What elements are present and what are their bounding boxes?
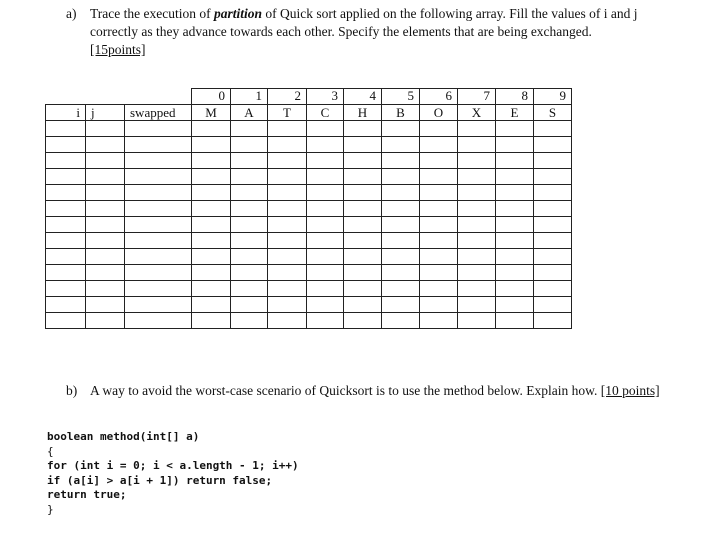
empty-cell xyxy=(86,152,125,168)
empty-cell xyxy=(496,216,534,232)
empty-cell xyxy=(458,216,496,232)
empty-cell xyxy=(125,312,192,328)
empty-cell xyxy=(192,152,231,168)
empty-cell xyxy=(420,280,458,296)
empty-cell xyxy=(192,232,231,248)
empty-cell xyxy=(496,200,534,216)
empty-cell xyxy=(307,232,344,248)
index-cell: 3 xyxy=(307,89,344,105)
empty-cell xyxy=(268,296,307,312)
code-line: return true; xyxy=(47,488,127,502)
empty-cell xyxy=(534,280,572,296)
empty-cell xyxy=(268,312,307,328)
empty-cell xyxy=(192,264,231,280)
empty-cell xyxy=(307,120,344,136)
empty-cell xyxy=(496,264,534,280)
code-line: boolean method(int[] a) xyxy=(47,430,200,443)
empty-trace-row xyxy=(46,296,572,312)
empty-cell xyxy=(125,136,192,152)
empty-cell xyxy=(125,120,192,136)
empty-cell xyxy=(268,136,307,152)
empty-cell xyxy=(382,264,420,280)
empty-trace-row xyxy=(46,248,572,264)
empty-cell xyxy=(192,168,231,184)
empty-trace-row xyxy=(46,312,572,328)
empty-cell xyxy=(86,280,125,296)
header-j: j xyxy=(86,104,125,120)
empty-cell xyxy=(46,216,86,232)
empty-cell xyxy=(231,232,268,248)
empty-cell xyxy=(496,296,534,312)
empty-cell xyxy=(420,184,458,200)
index-cell: 6 xyxy=(420,89,458,105)
index-cell: 7 xyxy=(458,89,496,105)
empty-cell xyxy=(86,264,125,280)
empty-cell xyxy=(382,152,420,168)
empty-cell xyxy=(534,312,572,328)
empty-cell xyxy=(86,168,125,184)
empty-cell xyxy=(534,296,572,312)
empty-cell xyxy=(458,232,496,248)
empty-cell xyxy=(86,136,125,152)
empty-cell xyxy=(268,184,307,200)
empty-trace-row xyxy=(46,120,572,136)
empty-trace-row xyxy=(46,280,572,296)
index-cell: 9 xyxy=(534,89,572,105)
empty-cell xyxy=(496,120,534,136)
empty-cell xyxy=(307,136,344,152)
empty-cell xyxy=(86,200,125,216)
question-a-label: a) xyxy=(66,6,77,21)
index-cell: 0 xyxy=(192,89,231,105)
value-cell: T xyxy=(268,104,307,120)
index-cell: 8 xyxy=(496,89,534,105)
empty-cell xyxy=(382,296,420,312)
empty-cell xyxy=(496,232,534,248)
empty-cell xyxy=(125,216,192,232)
value-cell: X xyxy=(458,104,496,120)
empty-cell xyxy=(46,120,86,136)
empty-cell xyxy=(46,264,86,280)
header-i: i xyxy=(46,104,86,120)
empty-cell xyxy=(344,184,382,200)
empty-cell xyxy=(496,168,534,184)
empty-cell xyxy=(125,200,192,216)
empty-cell xyxy=(344,296,382,312)
empty-trace-row xyxy=(46,264,572,280)
empty-cell xyxy=(344,232,382,248)
empty-cell xyxy=(231,184,268,200)
empty-cell xyxy=(420,168,458,184)
empty-cell xyxy=(458,168,496,184)
empty-trace-row xyxy=(46,200,572,216)
empty-cell xyxy=(268,152,307,168)
partition-emphasis: partition xyxy=(213,6,262,21)
empty-cell xyxy=(382,248,420,264)
empty-cell xyxy=(307,184,344,200)
empty-cell xyxy=(125,296,192,312)
empty-cell xyxy=(86,296,125,312)
empty-cell xyxy=(231,120,268,136)
empty-cell xyxy=(86,248,125,264)
empty-cell xyxy=(344,248,382,264)
header-swapped: swapped xyxy=(125,104,192,120)
empty-cell xyxy=(307,280,344,296)
empty-cell xyxy=(192,184,231,200)
empty-cell xyxy=(231,264,268,280)
empty-cell xyxy=(458,248,496,264)
empty-cell xyxy=(458,200,496,216)
question-a-points: [15points] xyxy=(90,42,146,57)
empty-cell xyxy=(268,264,307,280)
empty-cell xyxy=(420,120,458,136)
empty-cell xyxy=(534,248,572,264)
empty-cell xyxy=(420,312,458,328)
value-cell: S xyxy=(534,104,572,120)
code-line: { xyxy=(47,444,54,458)
empty-cell xyxy=(268,120,307,136)
empty-cell xyxy=(420,200,458,216)
empty-cell xyxy=(46,152,86,168)
empty-cell xyxy=(268,248,307,264)
empty-cell xyxy=(231,200,268,216)
empty-cell xyxy=(125,232,192,248)
value-cell: B xyxy=(382,104,420,120)
empty-trace-row xyxy=(46,184,572,200)
value-cell: E xyxy=(496,104,534,120)
value-cell: C xyxy=(307,104,344,120)
empty-cell xyxy=(268,216,307,232)
question-b-label: b) xyxy=(66,383,78,398)
empty-cell xyxy=(192,120,231,136)
empty-cell xyxy=(125,184,192,200)
empty-cell xyxy=(192,248,231,264)
empty-cell xyxy=(125,168,192,184)
index-cell: 1 xyxy=(231,89,268,105)
empty-cell xyxy=(344,152,382,168)
index-row xyxy=(46,89,572,105)
empty-cell xyxy=(344,312,382,328)
empty-trace-row xyxy=(46,136,572,152)
empty-cell xyxy=(192,280,231,296)
empty-cell xyxy=(458,280,496,296)
empty-cell xyxy=(496,152,534,168)
empty-trace-row xyxy=(46,152,572,168)
trace-table xyxy=(45,88,572,329)
empty-cell xyxy=(86,232,125,248)
value-cell: O xyxy=(420,104,458,120)
empty-cell xyxy=(382,136,420,152)
empty-cell xyxy=(496,184,534,200)
empty-cell xyxy=(420,216,458,232)
empty-cell xyxy=(382,280,420,296)
empty-cell xyxy=(307,312,344,328)
empty-cell xyxy=(307,168,344,184)
empty-cell xyxy=(307,248,344,264)
empty-cell xyxy=(496,312,534,328)
empty-cell xyxy=(344,120,382,136)
empty-cell xyxy=(534,136,572,152)
empty-cell xyxy=(496,136,534,152)
empty-cell xyxy=(46,184,86,200)
empty-cell xyxy=(192,200,231,216)
value-cell: M xyxy=(192,104,231,120)
question-a xyxy=(66,5,676,59)
empty-cell xyxy=(231,312,268,328)
empty-cell xyxy=(268,168,307,184)
empty-cell xyxy=(420,248,458,264)
empty-cell xyxy=(307,296,344,312)
code-line: for (int i = 0; i < a.length - 1; i++) xyxy=(47,459,299,473)
index-cell: 2 xyxy=(268,89,307,105)
empty-cell xyxy=(534,264,572,280)
empty-cell xyxy=(420,296,458,312)
empty-cell xyxy=(307,152,344,168)
empty-cell xyxy=(46,248,86,264)
empty-cell xyxy=(231,136,268,152)
empty-cell xyxy=(344,168,382,184)
empty-cell xyxy=(458,296,496,312)
empty-cell xyxy=(382,216,420,232)
empty-cell xyxy=(86,184,125,200)
empty-cell xyxy=(382,120,420,136)
empty-cell xyxy=(192,216,231,232)
empty-cell xyxy=(382,168,420,184)
empty-cell xyxy=(382,200,420,216)
empty-cell xyxy=(534,168,572,184)
empty-cell xyxy=(420,152,458,168)
empty-cell xyxy=(382,232,420,248)
empty-cell xyxy=(86,312,125,328)
empty-cell xyxy=(86,120,125,136)
empty-cell xyxy=(458,120,496,136)
empty-cell xyxy=(307,200,344,216)
index-cell: 4 xyxy=(344,89,382,105)
empty-rows xyxy=(46,120,572,328)
empty-cell xyxy=(307,264,344,280)
empty-cell xyxy=(534,152,572,168)
empty-trace-row xyxy=(46,232,572,248)
empty-cell xyxy=(231,296,268,312)
empty-cell xyxy=(46,200,86,216)
empty-cell xyxy=(344,264,382,280)
empty-cell xyxy=(420,264,458,280)
question-b-points: [10 points] xyxy=(600,383,660,398)
question-b-text: A way to avoid the worst-case scenario of Quicksort is to use the method below. Explain how. [10 points] xyxy=(90,383,660,398)
empty-cell xyxy=(458,136,496,152)
empty-cell xyxy=(231,280,268,296)
empty-cell xyxy=(534,232,572,248)
empty-cell xyxy=(458,264,496,280)
empty-cell xyxy=(46,312,86,328)
question-a-text: Trace the execution of partition of Quick sort applied on the following array. Fill the values of i and j correctly as they advance towards each other. Specify the elements that are being exchanged. [15points] xyxy=(90,6,638,57)
empty-cell xyxy=(125,152,192,168)
empty-cell xyxy=(231,216,268,232)
empty-cell xyxy=(46,280,86,296)
empty-cell xyxy=(458,312,496,328)
empty-trace-row xyxy=(46,216,572,232)
empty-cell xyxy=(192,312,231,328)
empty-cell xyxy=(382,184,420,200)
empty-cell xyxy=(534,216,572,232)
empty-cell xyxy=(534,120,572,136)
empty-cell xyxy=(231,168,268,184)
empty-cell xyxy=(344,280,382,296)
empty-cell xyxy=(534,184,572,200)
empty-cell xyxy=(458,184,496,200)
code-block xyxy=(47,430,299,518)
empty-cell xyxy=(268,232,307,248)
empty-cell xyxy=(344,136,382,152)
empty-cell xyxy=(125,248,192,264)
empty-cell xyxy=(231,152,268,168)
empty-cell xyxy=(344,200,382,216)
empty-cell xyxy=(496,280,534,296)
empty-cell xyxy=(125,280,192,296)
empty-cell xyxy=(192,296,231,312)
empty-cell xyxy=(86,216,125,232)
empty-cell xyxy=(268,200,307,216)
empty-cell xyxy=(192,136,231,152)
empty-cell xyxy=(46,136,86,152)
empty-cell xyxy=(46,168,86,184)
empty-cell xyxy=(46,232,86,248)
empty-cell xyxy=(420,232,458,248)
empty-cell xyxy=(125,264,192,280)
question-b xyxy=(66,382,676,400)
empty-cell xyxy=(268,280,307,296)
empty-cell xyxy=(534,200,572,216)
value-cell: H xyxy=(344,104,382,120)
empty-cell xyxy=(458,152,496,168)
empty-cell xyxy=(382,312,420,328)
code-line: } xyxy=(47,502,54,516)
empty-cell xyxy=(231,248,268,264)
empty-cell xyxy=(46,296,86,312)
empty-cell xyxy=(496,248,534,264)
empty-cell xyxy=(307,216,344,232)
empty-trace-row xyxy=(46,168,572,184)
empty-cell xyxy=(344,216,382,232)
index-cell: 5 xyxy=(382,89,420,105)
value-cell: A xyxy=(231,104,268,120)
empty-cell xyxy=(420,136,458,152)
code-line: if (a[i] > a[i + 1]) return false; xyxy=(47,473,273,487)
header-row xyxy=(46,104,572,120)
